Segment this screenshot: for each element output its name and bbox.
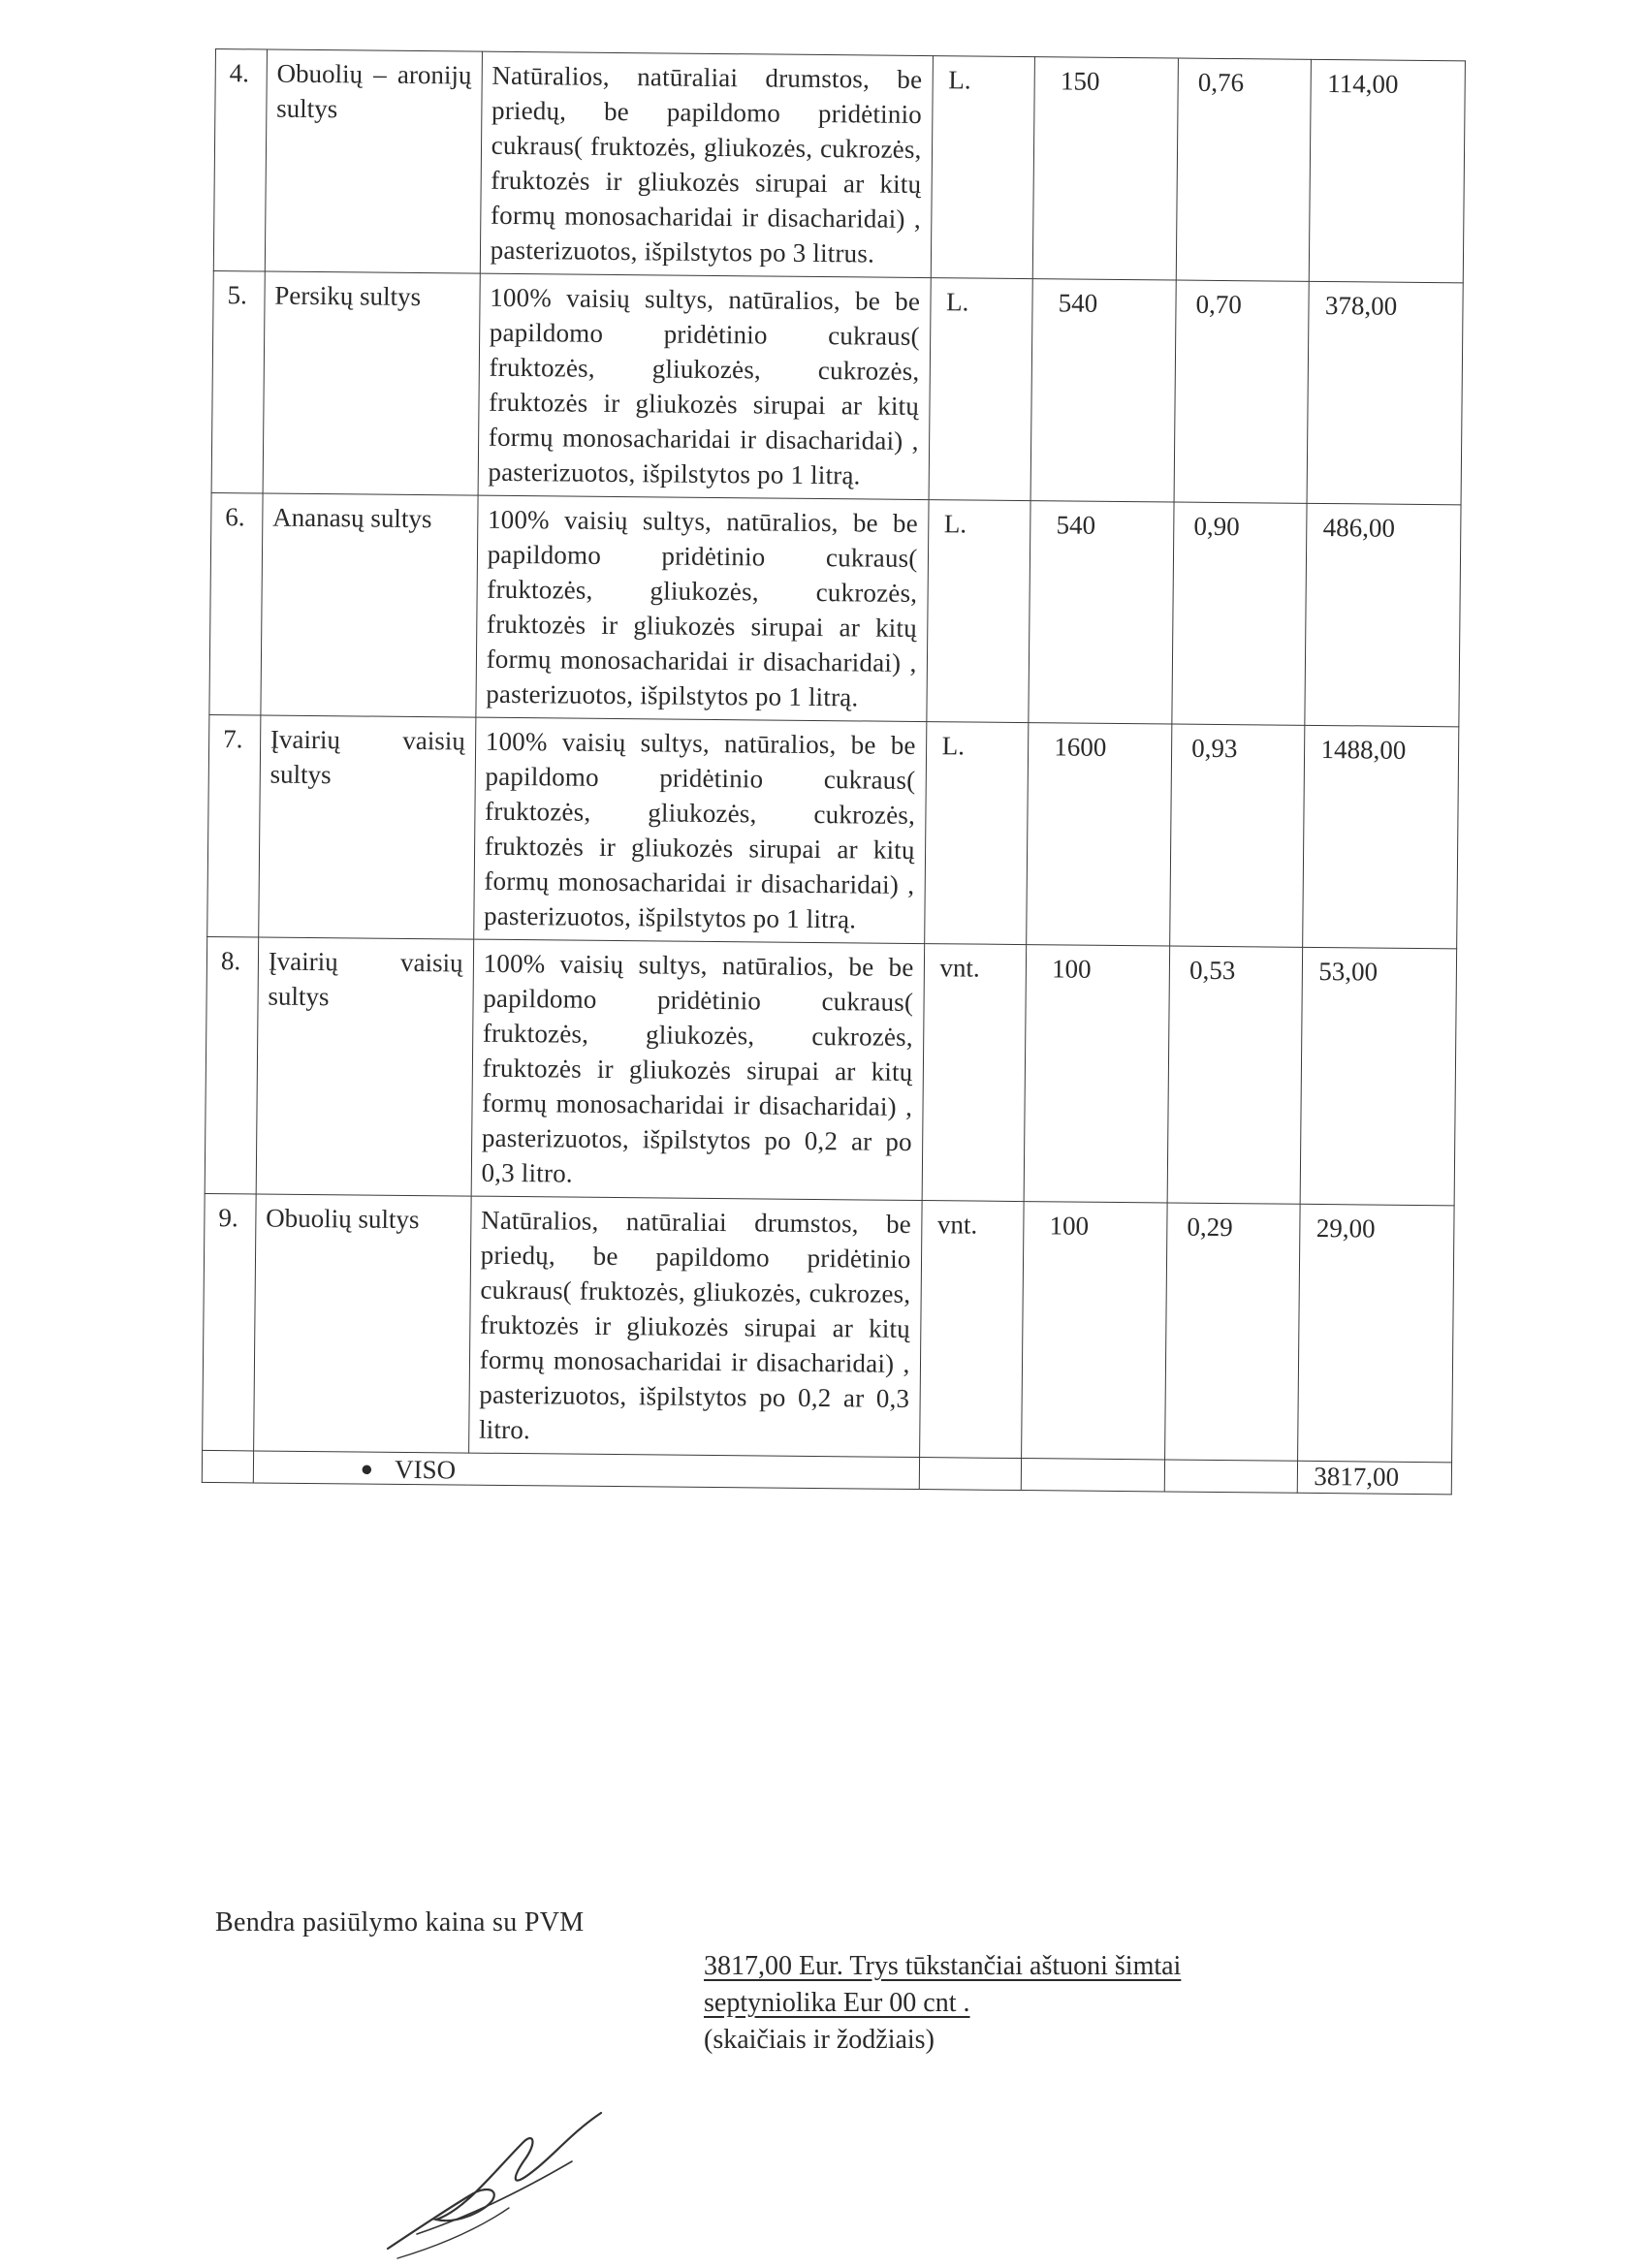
line-sum: 29,00: [1298, 1204, 1454, 1463]
product-description: 100% vaisių sultys, natūralios, be be papildomo pridėtinio cukraus( fruktozės, gliukozės, cukrozės, fruktozės ir gliukozės sirupai ar kitų formų monosacharidai ir disacharidai) , pasterizuotos, išpilstytos po 1 litrą.: [478, 273, 931, 499]
unit-price: 0,53: [1167, 946, 1303, 1204]
unit: L.: [931, 56, 1035, 279]
amount-note: (skaičiais ir žodžiais): [704, 2025, 935, 2055]
unit-price: 0,93: [1170, 724, 1306, 947]
amount-line-2: septyniolika Eur 00 cnt .: [704, 1988, 970, 2018]
product-name: Obuolių – aronijų sultys: [265, 49, 482, 273]
unit-price: 0,29: [1165, 1203, 1301, 1461]
quantity: 100: [1022, 1202, 1167, 1460]
table-row: [203, 1193, 1454, 1462]
row-number: 4.: [213, 49, 267, 271]
product-description: Natūralios, natūraliai drumstos, be priedų, be papildomo pridėtinio cukraus( fruktozės, gliukozės, cukrozes, fruktozės ir gliukozės sirupai ar kitų formų monosacharidai ir disacharidai) , pasterizuotos, išpilstytos po 0,2 ar 0,3 litro.: [468, 1196, 921, 1457]
total-empty-cell: [1021, 1459, 1164, 1492]
product-description: 100% vaisių sultys, natūralios, be be papildomo pridėtinio cukraus( fruktozės, gliukozės, cukrozės, fruktozės ir gliukozės sirupai ar kitų formų monosacharidai ir disacharidai) , pasterizuotos, išpilstytos po 0,2 ar po 0,3 litro.: [471, 939, 924, 1200]
table-row: [209, 492, 1461, 726]
total-empty-cell: [919, 1458, 1022, 1491]
unit: vnt.: [922, 944, 1027, 1202]
total-label: VISO: [394, 1454, 457, 1485]
total-empty-cell: [1164, 1460, 1298, 1493]
amount-in-words: [704, 1948, 1421, 2059]
unit-price: 0,90: [1172, 502, 1308, 725]
quantity: 540: [1029, 501, 1174, 724]
unit: vnt.: [919, 1201, 1024, 1459]
total-price-label: Bendra pasiūlymo kaina su PVM: [215, 1907, 585, 1937]
table-row: [207, 714, 1459, 948]
line-sum: 114,00: [1310, 59, 1466, 283]
product-name: Obuolių sultys: [253, 1194, 470, 1453]
product-description: Natūralios, natūraliai drumstos, be priedų, be papildomo pridėtinio cukraus( fruktozės, gliukozės, cukrozės, fruktozės ir gliukozės sirupai ar kitų formų monosacharidai ir disacharidai) , pasterizuotos, išpilstytos po 3 litrus.: [480, 51, 933, 277]
product-name: Persikų sultys: [263, 271, 480, 495]
quantity: 150: [1032, 57, 1178, 280]
unit: L.: [924, 722, 1029, 945]
total-empty-cell: [202, 1450, 253, 1483]
row-number: 6.: [209, 492, 263, 714]
quantity: 100: [1024, 945, 1169, 1203]
line-sum: 53,00: [1301, 947, 1457, 1206]
product-name: Įvairių vaisių sultys: [256, 937, 473, 1196]
offer-table: [202, 48, 1466, 1495]
line-sum: 486,00: [1305, 503, 1461, 727]
total-label-cell: [253, 1451, 919, 1490]
product-description: 100% vaisių sultys, natūralios, be be papildomo pridėtinio cukraus( fruktozės, gliukozės, cukrozės, fruktozės ir gliukozės sirupai ar kitų formų monosacharidai ir disacharidai) , pasterizuotos, išpilstytos po 1 litrą.: [476, 495, 929, 721]
total-sum: 3817,00: [1298, 1461, 1452, 1495]
product-name: Ananasų sultys: [261, 493, 478, 717]
row-number: 7.: [207, 714, 261, 936]
quantity: 1600: [1027, 723, 1172, 946]
row-number: 8.: [205, 936, 258, 1193]
amount-line-1: 3817,00 Eur. Trys tūkstančiai aštuoni šimtai: [704, 1951, 1182, 1981]
product-description: 100% vaisių sultys, natūralios, be be papildomo pridėtinio cukraus( fruktozės, gliukozės, cukrozės, fruktozės ir gliukozės sirupai ar kitų formų monosacharidai ir disacharidai) , pasterizuotos, išpilstytos po 1 litrą.: [473, 717, 926, 943]
row-number: 9.: [203, 1193, 256, 1450]
unit: L.: [926, 500, 1030, 723]
table-row: [211, 270, 1463, 504]
table-row: [205, 936, 1456, 1205]
bullet-icon: ●: [360, 1456, 374, 1481]
unit-price: 0,76: [1176, 58, 1312, 281]
line-sum: 1488,00: [1303, 725, 1459, 949]
row-number: 5.: [211, 270, 265, 492]
line-sum: 378,00: [1307, 281, 1463, 505]
unit-price: 0,70: [1174, 280, 1310, 503]
unit: L.: [929, 278, 1033, 501]
product-name: Įvairių vaisių sultys: [259, 715, 476, 939]
signature-icon: [378, 2103, 611, 2268]
quantity: 540: [1030, 279, 1176, 502]
table-row: [213, 49, 1465, 283]
